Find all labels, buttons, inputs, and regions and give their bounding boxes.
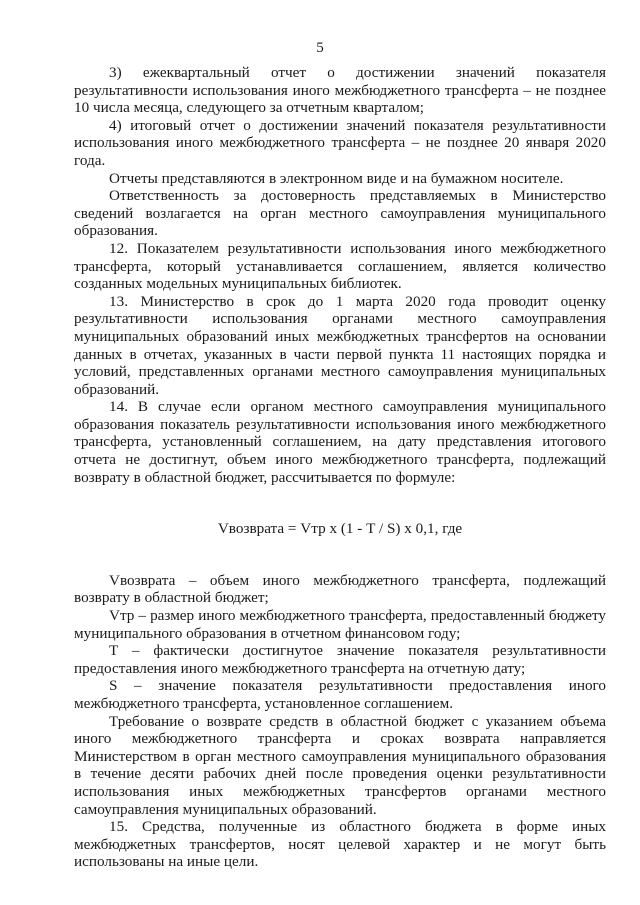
page-number: 5 xyxy=(316,40,324,56)
definition-v-return: Vвозврата – объем иного межбюджетного трансферта, подлежащий возврату в областной бюджет; xyxy=(74,571,606,607)
document-body xyxy=(74,64,606,871)
paragraph-quarterly-report: 3) ежеквартальный отчет о достижении значений показателя результативности использования иного межбюджетного трансферта – не позднее 10 числа месяца, следующего за отчетным кварталом; xyxy=(74,64,606,117)
definition-s: S – значение показателя результативности предоставления иного межбюджетного трансферта, установленное соглашением. xyxy=(74,677,606,712)
definition-t: T – фактически достигнутое значение показателя результативности предоставления иного межбюджетного трансферта на отчетную дату; xyxy=(74,642,606,677)
paragraph-report-format: Отчеты представляются в электронном виде и на бумажном носителе. xyxy=(109,169,564,187)
paragraph-13-evaluation: 13. Министерство в срок до 1 марта 2020 года проводит оценку результативности использования органами местного самоуправления муниципальных образований иных межбюджетных трансфертов на основании данных в отчетах, указанных в части первой пункта 11 настоящих порядка и условий, представленных органами местного самоуправления муниципальных образований. xyxy=(74,292,606,398)
paragraph-15-purpose: 15. Средства, полученные из областного бюджета в форме иных межбюджетных трансфертов, носят целевой характер и не могут быть использованы на иные цели. xyxy=(74,818,606,871)
return-formula: Vвозврата = Vтр х (1 - T / S) х 0,1, где xyxy=(217,520,463,538)
paragraph-12-indicator: 12. Показателем результативности использования иного межбюджетного трансферта, который устанавливается соглашением, является количество созданных модельных муниципальных библиотек. xyxy=(74,239,606,293)
paragraph-responsibility: Ответственность за достоверность представляемых в Министерство сведений возлагается на орган местного самоуправления муниципального образования. xyxy=(74,187,606,240)
paragraph-14-return: 14. В случае если органом местного самоуправления муниципального образования показатель результативности использования иного межбюджетного трансферта, установленный соглашением, на дату представления итогового отчета не достигнут, объем иного межбюджетного трансферта, подлежащий возврату в областной бюджет, рассчитывается по формуле: xyxy=(74,398,606,486)
definition-v-tr: Vтр – размер иного межбюджетного трансферта, предоставленный бюджету муниципального образования в отчетном финансовом году; xyxy=(74,607,606,642)
paragraph-final-report: 4) итоговый отчет о достижении значений показателя результативности использования иного межбюджетного трансферта – не позднее 20 января 2020 года. xyxy=(74,116,606,169)
paragraph-return-demand: Требование о возврате средств в областной бюджет с указанием объема иного межбюджетного трансферта и сроках возврата направляется Министерством в орган местного самоуправления муниципального образования в течение десяти рабочих дней после проведения оценки результативности использования иных межбюджетных трансфертов органами местного самоуправления муниципальных образований. xyxy=(74,712,606,818)
